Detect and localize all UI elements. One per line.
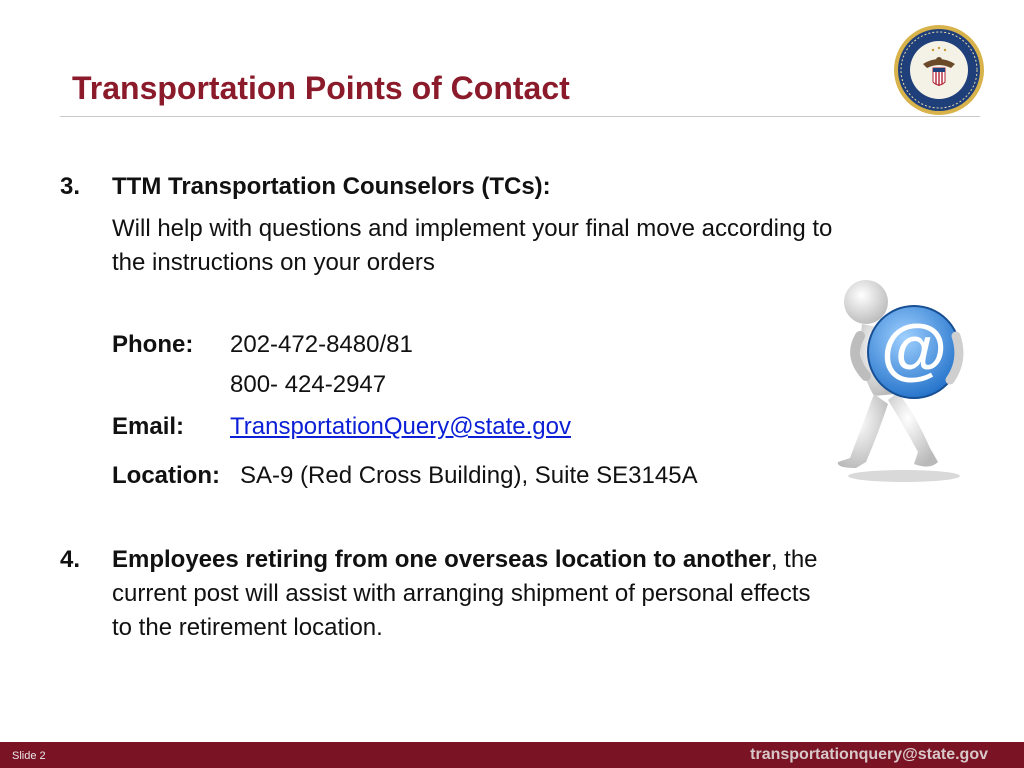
phone-label: Phone: — [112, 331, 194, 358]
phone-number-2: 800- 424-2947 — [230, 371, 387, 398]
slide-number: Slide 2 — [12, 750, 46, 762]
title-divider — [60, 116, 980, 117]
phone-number-1: 202-472-8480/81 — [230, 331, 413, 358]
item-4-line-2: current post will assist with arranging shipment of personal effects — [112, 580, 811, 607]
item-3-heading: TTM Transportation Counselors (TCs): — [112, 173, 551, 200]
location-spacer — [227, 462, 234, 489]
item-3-number: 3. — [60, 173, 81, 200]
slide-title: Transportation Points of Contact — [72, 70, 570, 106]
footer-email: transportationquery@state.gov — [750, 746, 988, 763]
figure-holding-at-sign-icon — [826, 276, 976, 486]
item-3-description-line-1: Will help with questions and implement your final move according to — [112, 215, 833, 242]
item-3-description-line-2: the instructions on your orders — [112, 249, 435, 276]
item-4-line-3: to the retirement location. — [112, 614, 383, 641]
location-value: SA-9 (Red Cross Building), Suite SE3145A — [240, 462, 698, 489]
item-4-line-1-rest: , the — [770, 546, 818, 573]
item-4-bold-text: Employees retiring from one overseas location to another — [112, 546, 771, 573]
email-label: Email: — [112, 413, 185, 440]
email-link[interactable]: TransportationQuery@state.gov — [230, 413, 571, 440]
item-4-number: 4. — [60, 546, 81, 573]
footer-bar — [0, 742, 1024, 768]
location-label: Location: — [112, 462, 220, 489]
item-4-line-1 — [112, 546, 818, 574]
svg-text:@: @ — [880, 311, 948, 387]
location-row — [112, 462, 698, 490]
department-of-state-seal-icon — [893, 24, 985, 116]
